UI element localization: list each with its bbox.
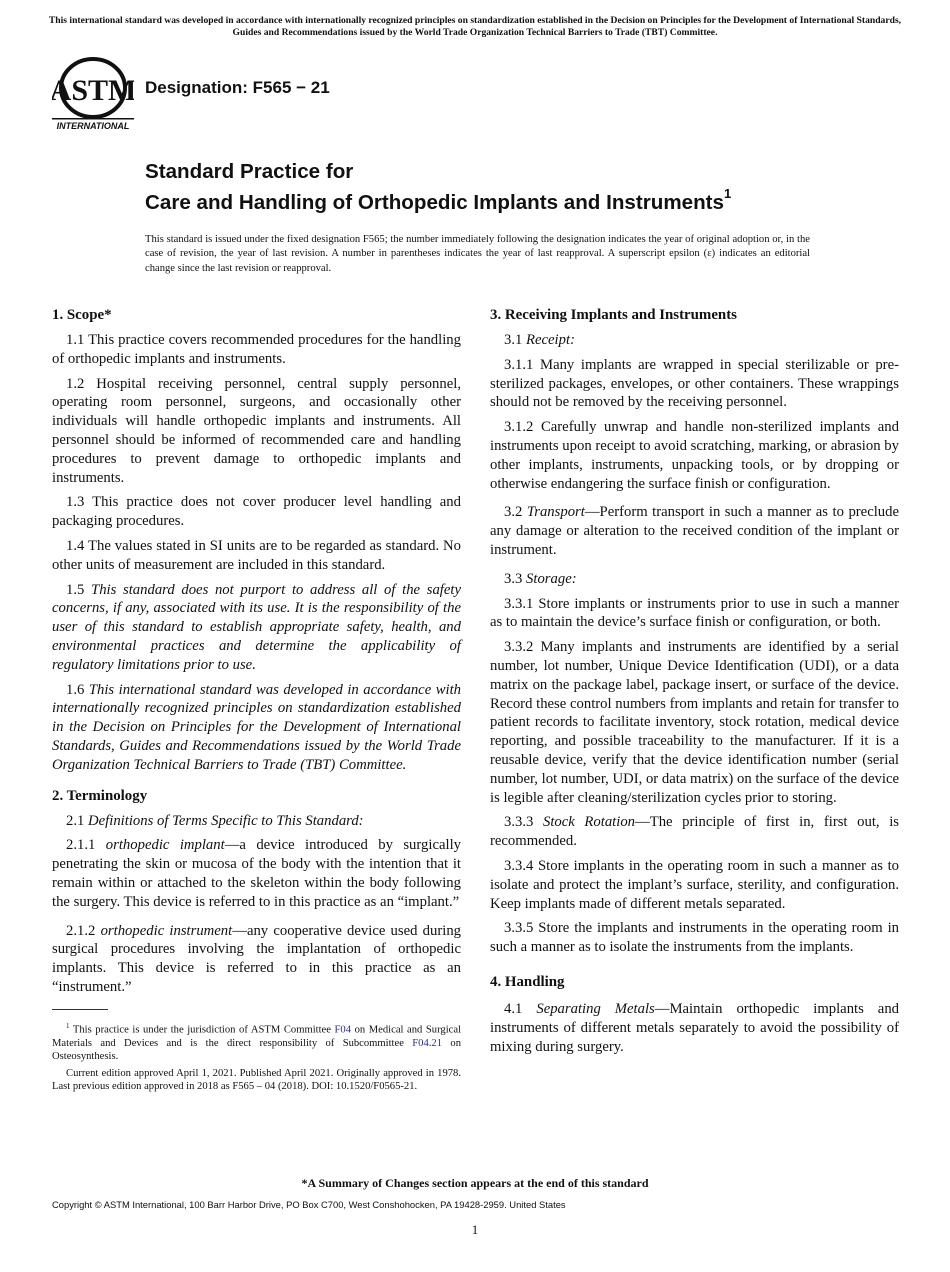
page-title: [145, 160, 925, 215]
paragraph-1-4: 1.4 The values stated in SI units are to be regarded as standard. No other units of measurement are included in this standard.: [52, 537, 461, 573]
term-separating-metals: Separating Metals: [536, 1000, 655, 1017]
paragraph-1-2: 1.2 Hospital receiving personnel, central supply personnel, operating room personnel, surgeons, and occasionally other individuals will handle orthopedic implants and instruments. All personnel should be informed of recommended care and handling procedures to prevent damage to orthopedic implants and instruments.: [52, 375, 461, 486]
issued-note: This standard is issued under the fixed designation F565; the number immediately following the designation indicates the year of original adoption or, in the case of revision, the year of last revision. A number in parentheses indicates the year of last reapproval. A superscript epsilon (ε) indicates an editorial change since the last revision or reapproval.: [145, 234, 810, 274]
handling-heading: 4. Handling: [490, 973, 565, 990]
paragraph-4-1: [490, 1000, 899, 1056]
paragraph-3-3-3: [490, 813, 899, 851]
paragraph-3-1-2: 3.1.2 Carefully unwrap and handle non-sterilized implants and instruments upon receipt to avoid scratching, marking, or abrasion by other implants, instruments, unpacking tools, or by dropping or otherwise endangering the surface finish or configuration.: [490, 419, 899, 492]
paragraph-2-1-1-number: 2.1.1: [66, 837, 96, 854]
paragraph-4-1-number: 4.1: [504, 1000, 523, 1017]
paragraph-3-3-text: Storage:: [526, 570, 577, 587]
term-orthopedic-instrument: orthopedic instrument: [100, 922, 233, 939]
receiving-heading: 3. Receiving Implants and Instruments: [490, 307, 737, 323]
terminology-heading: 2. Terminology: [52, 787, 148, 804]
term-transport: Transport: [526, 504, 585, 521]
paragraph-3-1-text: Receipt:: [526, 332, 575, 348]
subcommittee-f04-21-link[interactable]: F04.21: [412, 1037, 443, 1049]
paragraph-2-1-number: 2.1: [66, 812, 85, 829]
paragraph-3-3-3-number: 3.3.3: [504, 814, 534, 831]
paragraph-3-2-text: —Perform transport in such a manner as to preclude any damage or alteration to the received condition of the implant or instrument.: [490, 504, 900, 558]
committee-f04-link[interactable]: F04: [334, 1024, 352, 1036]
paragraph-2-1-2-text: —any cooperative device used during surgical procedures involving the implantation of orthopedic implants. This device is referred to in this practice as an “instrument.”: [52, 922, 462, 995]
paragraph-3-1-1: 3.1.1 Many implants are wrapped in special sterilizable or pre-sterilized packages, envelopes, or other containers. These wrappings should not be removed by the receiving personnel.: [490, 356, 899, 411]
paragraph-2-1-2: [52, 922, 461, 997]
left-column: [52, 306, 461, 1097]
paragraph-2-1-1-text: —a device introduced by surgically penetrating the skin or mucosa of the body with the intention that it remain within or attached to the skeleton within the body following the surgery. This device is referred to in this practice as an “implant.”: [52, 837, 461, 910]
paragraph-3-3-4: 3.3.4 Store implants in the operating room in such a manner as to isolate and protect the implant’s surface, sterility, and configuration. Keep implants made of different metals separated.: [490, 857, 899, 912]
paragraph-3-3-2: 3.3.2 Many implants and instruments are identified by a serial number, lot number, Unique Device Identification (UDI), or a data matrix on the package label, package insert, or surface of the device. Record these control numbers from implants and retain for transfer to patient records to facilitate inventory, stock rotation, medical device reporting, and possible traceability to the manufacturer. If it is a reusable device, verify that the device identification number (serial number, lot number, UDI, or data matrix) on the surface of the device is legible after cleaning/sterilization cycles prior to storing.: [490, 639, 899, 806]
logo-subtext: INTERNATIONAL: [56, 121, 130, 131]
title-line2: [145, 185, 925, 215]
page-number: 1: [471, 1222, 479, 1237]
paragraph-1-3: 1.3 This practice does not cover producer level handling and packaging procedures.: [52, 494, 461, 530]
paragraph-3-3-5: 3.3.5 Store the implants and instruments in the operating room in such a manner as to isolate the instruments from the implants.: [490, 920, 899, 956]
footnote-1: [52, 1020, 461, 1064]
footnote-divider: [52, 1009, 108, 1010]
title-line1: Standard Practice for: [145, 160, 354, 183]
paragraph-1-5-number: 1.5: [66, 581, 85, 598]
footnote-edition: Current edition approved April 1, 2021. Published April 2021. Originally approved in 1978. Last previous edition approved in 2018 as F565 – 04 (2018). DOI: 10.1520/F0565-21.: [52, 1067, 461, 1093]
summary-of-changes-note: *A Summary of Changes section appears at the end of this standard: [301, 1176, 649, 1190]
paragraph-4-1-text: —Maintain orthopedic implants and instruments of different metals separately to avoid the possibility of mixing during surgery.: [490, 1000, 900, 1055]
designation: Designation: F565 − 21: [145, 78, 330, 97]
logo-text: ASTM: [52, 74, 134, 107]
astm-logo-icon: [52, 57, 134, 133]
paragraph-2-1-1: [52, 836, 461, 911]
paragraph-1-6-number: 1.6: [66, 681, 85, 698]
paragraph-1-1: 1.1 This practice covers recommended procedures for the handling of orthopedic implants and instruments.: [52, 332, 461, 367]
paragraph-3-2-number: 3.2: [504, 504, 523, 521]
copyright: Copyright © ASTM International, 100 Barr Harbor Drive, PO Box C700, West Conshohocken, PA 19428-2959. United States: [52, 1199, 566, 1210]
paragraph-3-1-number: 3.1: [504, 332, 523, 348]
top-notice: This international standard was developed in accordance with internationally recognized principles on standardization established in the Decision on Principles for the Development of International Standards, Guides and Recommendations issued by the World Trade Organization Technical Barriers to Trade (TBT) Committee.: [48, 15, 902, 38]
title-line2-text: Care and Handling of Orthopedic Implants and Instruments: [145, 190, 724, 214]
paragraph-3-3-1: 3.3.1 Store implants or instruments prior to use in such a manner as to maintain the device’s surface finish or configuration, or both.: [490, 595, 899, 631]
paragraph-1-5-text: This standard does not purport to address all of the safety concerns, if any, associated with its use. It is the responsibility of the user of this standard to establish appropriate safety, health, and environmental practices and determine the applicability of regulatory limitations prior to use.: [52, 581, 462, 673]
paragraph-3-1: [490, 331, 899, 350]
footnote-1-text-c: on Osteosynthesis.: [52, 1037, 461, 1063]
paragraph-1-6-text: This international standard was developed in accordance with internationally recognized principles on standardization established in the Decision on Principles for the Development of International Standards, Guides and Recommendations issued by the World Trade Organization Technical Barriers to Trade (TBT) Committee.: [52, 681, 461, 773]
term-stock-rotation: Stock Rotation: [543, 814, 636, 831]
footnote-1-text-b: on Medical and Surgical Materials and Devices and is the direct responsibility of Subcommittee: [52, 1024, 462, 1049]
paragraph-3-3-number: 3.3: [504, 570, 523, 587]
title-footnote-mark: 1: [723, 185, 732, 201]
paragraph-2-1: [52, 812, 461, 831]
paragraph-1-5: [52, 581, 461, 675]
right-column: [490, 306, 899, 1062]
footnote-1-mark: 1: [66, 1021, 70, 1030]
paragraph-1-6: [52, 681, 461, 775]
paragraph-2-1-text: Definitions of Terms Specific to This Standard:: [88, 812, 364, 829]
paragraph-3-3: [490, 570, 899, 589]
paragraph-3-2: [490, 503, 899, 559]
term-orthopedic-implant: orthopedic implant: [105, 837, 225, 854]
paragraph-3-3-3-text: —The principle of first in, first out, is recommended.: [490, 814, 899, 850]
footnote-1-text-a: This practice is under the jurisdiction of ASTM Committee: [72, 1024, 331, 1036]
scope-heading: 1. Scope*: [52, 307, 112, 323]
paragraph-2-1-2-number: 2.1.2: [66, 922, 96, 939]
footnotes: [52, 1020, 461, 1094]
